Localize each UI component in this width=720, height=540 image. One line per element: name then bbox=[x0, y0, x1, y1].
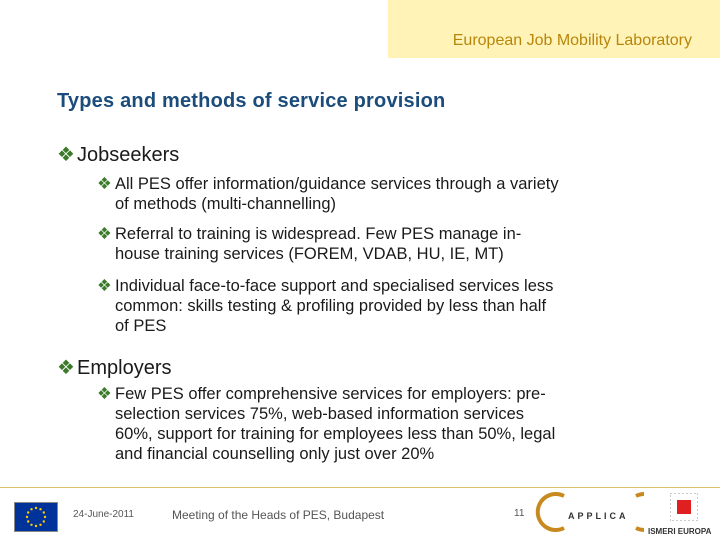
section-heading-jobseekers: ❖ Jobseekers bbox=[57, 144, 180, 166]
diamond-bullet-icon: ❖ bbox=[97, 385, 112, 403]
bullet-jobseekers-2: ❖ Referral to training is widespread. Few PES manage in- house training services (FOREM, VDAB, HU, IE, MT) bbox=[97, 225, 522, 263]
ismeri-logo-icon bbox=[670, 493, 698, 521]
diamond-bullet-icon: ❖ bbox=[97, 277, 112, 295]
diamond-bullet-icon: ❖ bbox=[57, 357, 75, 379]
footer-meeting: Meeting of the Heads of PES, Budapest bbox=[172, 508, 385, 522]
footer-date: 24-June-2011 bbox=[73, 509, 134, 520]
page-number: 11 bbox=[514, 508, 525, 519]
bullet-jobseekers-1: ❖ All PES offer information/guidance services through a variety of methods (multi-channelling) bbox=[97, 175, 559, 213]
eu-flag-icon bbox=[14, 502, 58, 532]
slide-title: Types and methods of service provision bbox=[57, 90, 446, 112]
bullet-employers-1: ❖ Few PES offer comprehensive services for employers: pre- selection services 75%, web-based information services 60%, support for training for employees less than 50%, legal and financial counselling only just over 20% bbox=[97, 385, 556, 463]
header-brand: European Job Mobility Laboratory bbox=[452, 32, 692, 49]
bullet-jobseekers-3: ❖ Individual face-to-face support and specialised services less common: skills testing & profiling provided by less than half of PES bbox=[97, 277, 554, 335]
diamond-bullet-icon: ❖ bbox=[97, 175, 112, 193]
diamond-bullet-icon: ❖ bbox=[57, 144, 75, 166]
section-heading-employers: ❖ Employers bbox=[57, 357, 172, 379]
applica-logo-text: APPLICA bbox=[568, 511, 629, 521]
footer-divider bbox=[0, 487, 720, 488]
diamond-bullet-icon: ❖ bbox=[97, 225, 112, 243]
ismeri-logo-text: ISMERI EUROPA bbox=[648, 527, 712, 536]
